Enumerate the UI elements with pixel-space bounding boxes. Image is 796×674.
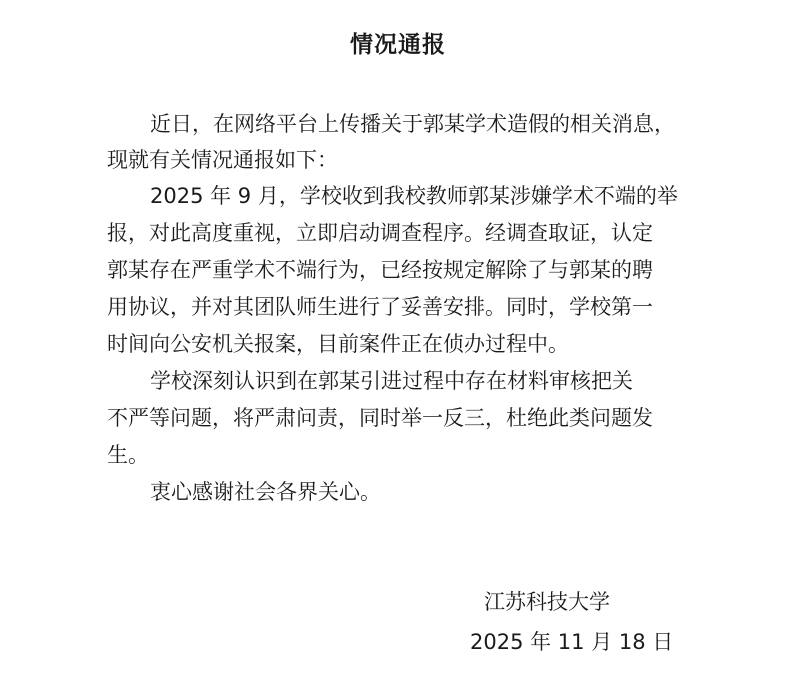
paragraph-line: 不严等问题，将严肃问责，同时举一反三，杜绝此类问题发 [107,406,653,430]
paragraph-line: 用协议，并对其团队师生进行了妥善安排。同时，学校第一 [107,295,653,319]
signature-date: 2025 年 11 月 18 日 [470,630,674,654]
document-title: 情况通报 [350,32,446,58]
paragraph-line: 衷心感谢社会各界关心。 [150,480,381,504]
paragraph-line: 现就有关情况通报如下： [107,148,338,172]
signature-organization: 江苏科技大学 [484,590,610,614]
paragraph-line: 报，对此高度重视，立即启动调查程序。经调查取证，认定 [107,221,653,245]
paragraph-line: 时间向公安机关报案，目前案件正在侦办过程中。 [107,332,569,356]
paragraph-line: 2025 年 9 月，学校收到我校教师郭某涉嫌学术不端的举 [150,184,678,208]
paragraph-line: 生。 [107,443,149,467]
paragraph-line: 郭某存在严重学术不端行为，已经按规定解除了与郭某的聘 [107,258,653,282]
paragraph-line: 学校深刻认识到在郭某引进过程中存在材料审核把关 [150,369,633,393]
paragraph-line: 近日，在网络平台上传播关于郭某学术造假的相关消息， [150,112,675,136]
